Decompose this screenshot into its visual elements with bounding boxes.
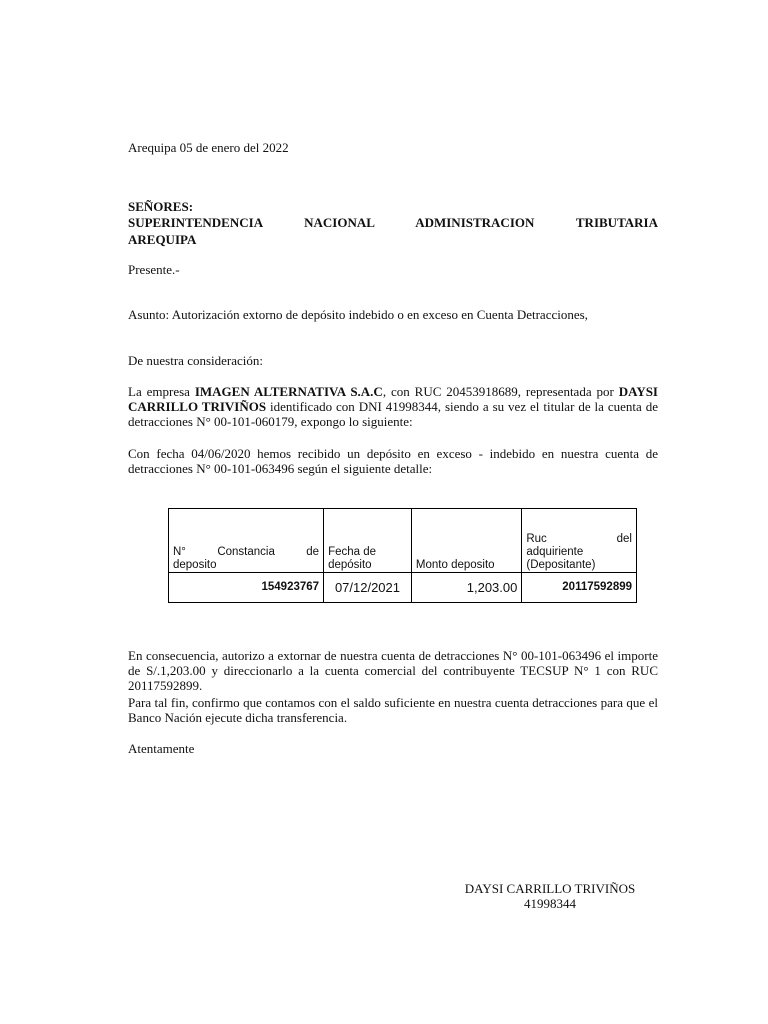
recipient-city: AREQUIPA [128, 232, 197, 247]
cell-constancia: 154923767 [169, 573, 324, 603]
header-ruc-line1: Ruc del [526, 533, 632, 545]
paragraph-confirmacion: Para tal fin, confirmo que contamos con el saldo suficiente en nuestra cuenta detracciones para que el Banco Nación ejecute dicha transferencia. [128, 695, 658, 725]
header-constancia-line2: deposito [173, 559, 217, 571]
header-ruc-line2: adquiriente [526, 546, 584, 558]
closing: Atentamente [128, 741, 195, 756]
representative-name: DAYSI CARRILLO TRIVIÑOS [128, 384, 658, 414]
paragraph-intro-text-3: identificado con DNI 41998344, siendo a su vez el titular de la cuenta de detracciones N° 00-101-060179, expongo lo siguiente: [128, 399, 658, 429]
recipient-institution: SUPERINTENDENCIA NACIONAL ADMINISTRACION TRIBUTARIA [128, 215, 658, 230]
consideracion: De nuestra consideración: [128, 353, 264, 368]
header-fecha [324, 509, 412, 573]
signature-dni: 41998344 [524, 896, 576, 911]
paragraph-consecuencia: En consecuencia, autorizo a extornar de nuestra cuenta de detracciones N° 00-101-063496 el importe de S/.1,203.00 y direccionarlo a la cuenta comercial del contribuyente TECSUP N° 1 con RUC 20117592899. [128, 648, 658, 693]
company-name: IMAGEN ALTERNATIVA S.A.C [194, 384, 383, 399]
deposit-table [168, 508, 637, 603]
header-constancia [169, 509, 324, 573]
paragraph-deposit: Con fecha 04/06/2020 hemos recibido un depósito en exceso - indebido en nuestra cuenta de detracciones N° 00-101-063496 según el siguiente detalle: [128, 446, 658, 476]
header-fecha-line1: Fecha de [328, 546, 377, 558]
paragraph-intro [128, 384, 658, 429]
cell-ruc: 20117592899 [522, 573, 637, 603]
header-constancia-line1: N° Constancia de [173, 546, 320, 558]
cell-monto: 1,203.00 [411, 573, 521, 603]
header-ruc-line3: (Depositante) [526, 559, 596, 571]
table-header-row [169, 509, 637, 573]
date-line: Arequipa 05 de enero del 2022 [128, 140, 289, 155]
signature-name: DAYSI CARRILLO TRIVIÑOS [464, 881, 636, 896]
asunto: Asunto: Autorización extorno de depósito indebido o en exceso en Cuenta Detracciones, [128, 307, 588, 322]
header-fecha-line2: depósito [328, 559, 372, 571]
cell-fecha: 07/12/2021 [324, 573, 412, 603]
table-row [169, 573, 637, 603]
header-monto: Monto deposito [411, 509, 521, 573]
header-ruc [522, 509, 637, 573]
presente: Presente.- [128, 262, 180, 277]
paragraph-intro-text-2: , con RUC 20453918689, representada por [382, 384, 619, 399]
paragraph-intro-text-1: La empresa [128, 384, 195, 399]
recipient-salutation: SEÑORES: [128, 199, 194, 214]
